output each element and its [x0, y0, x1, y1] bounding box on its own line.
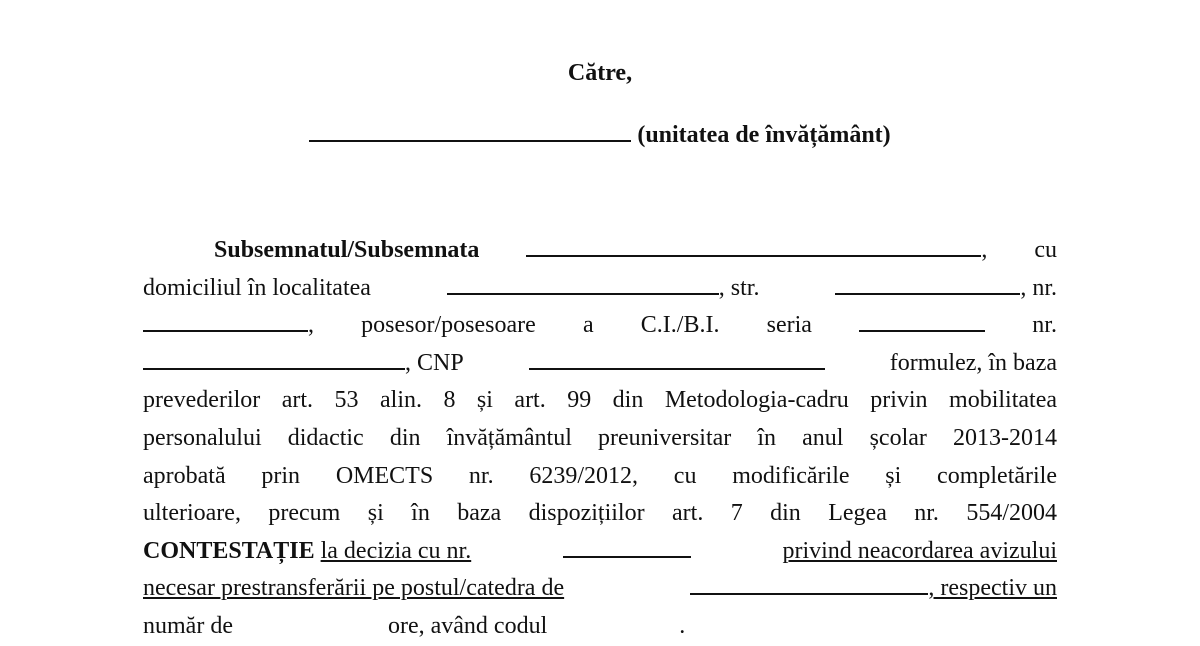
series-blank[interactable]	[859, 310, 985, 332]
body-line-8: ulterioare, precum și în baza dispozițiilor art. 7 din Legea nr. 554/2004	[143, 500, 1057, 527]
body-line-4	[143, 345, 1057, 383]
street-blank[interactable]	[835, 273, 1020, 295]
series-label: seria	[766, 312, 812, 339]
cu-word: cu	[1034, 237, 1057, 263]
formulate-text: formulez, în baza	[889, 349, 1057, 376]
street-label: , str.	[718, 274, 760, 301]
locality-blank[interactable]	[447, 273, 719, 295]
final-period: .	[679, 612, 686, 639]
body-line-1	[143, 232, 1057, 270]
street-field	[835, 270, 1057, 308]
residence-label: domiciliul în localitatea	[143, 274, 371, 301]
hours-label: număr de	[143, 612, 233, 639]
transfer-text: necesar prestransferării pe postul/catedra de	[143, 575, 565, 602]
name-comma: ,	[981, 237, 988, 263]
id-number-blank[interactable]	[143, 348, 405, 370]
code-label: ore, având codul	[387, 612, 548, 639]
institution-line	[0, 120, 1200, 149]
addressee-title: Către,	[567, 60, 633, 86]
post-field	[690, 570, 1057, 608]
id-card-label: C.I./B.I.	[640, 312, 720, 339]
body-line-10	[143, 570, 1057, 608]
body-line-11	[143, 608, 1057, 646]
name-field	[526, 232, 987, 270]
body-line-6: personalului didactic din învățământul preuniversitar în anul școlar 2013-2014	[143, 424, 1057, 451]
id-number-label: nr.	[1032, 312, 1057, 339]
number-field	[143, 307, 314, 345]
refusal-text: privind neacordarea avizului	[782, 537, 1057, 564]
id-number-field	[143, 345, 464, 383]
name-blank[interactable]	[526, 235, 981, 257]
body-line-5: prevederilor art. 53 alin. 8 și art. 99 din Metodologia-cadru privin mobilitatea	[143, 387, 1057, 414]
of-word: a	[582, 312, 594, 339]
contest-clause	[143, 533, 471, 571]
decision-label: la decizia cu nr.	[320, 537, 472, 564]
institution-blank[interactable]	[309, 120, 631, 142]
holder-label: posesor/posesoare	[361, 312, 536, 339]
decision-number-blank[interactable]	[563, 536, 691, 558]
respectively-text: , respectiv un	[928, 575, 1057, 602]
number-label: , nr.	[1020, 274, 1057, 301]
contestation-keyword: CONTESTAȚIE	[143, 537, 315, 564]
number-comma: ,	[308, 312, 314, 339]
post-blank[interactable]	[690, 573, 928, 595]
locality-field	[447, 270, 760, 308]
form-body	[143, 232, 1057, 646]
body-line-3	[143, 307, 1057, 345]
body-line-2	[143, 270, 1057, 308]
body-line-7: aprobată prin OMECTS nr. 6239/2012, cu modificările și completările	[143, 462, 1057, 489]
institution-label: (unitatea de învățământ)	[637, 122, 891, 148]
cnp-label: , CNP	[405, 349, 464, 376]
number-blank[interactable]	[143, 310, 308, 332]
body-line-9	[143, 533, 1057, 571]
cnp-blank[interactable]	[529, 348, 825, 370]
signatory-label: Subsemnatul/Subsemnata	[214, 237, 480, 263]
